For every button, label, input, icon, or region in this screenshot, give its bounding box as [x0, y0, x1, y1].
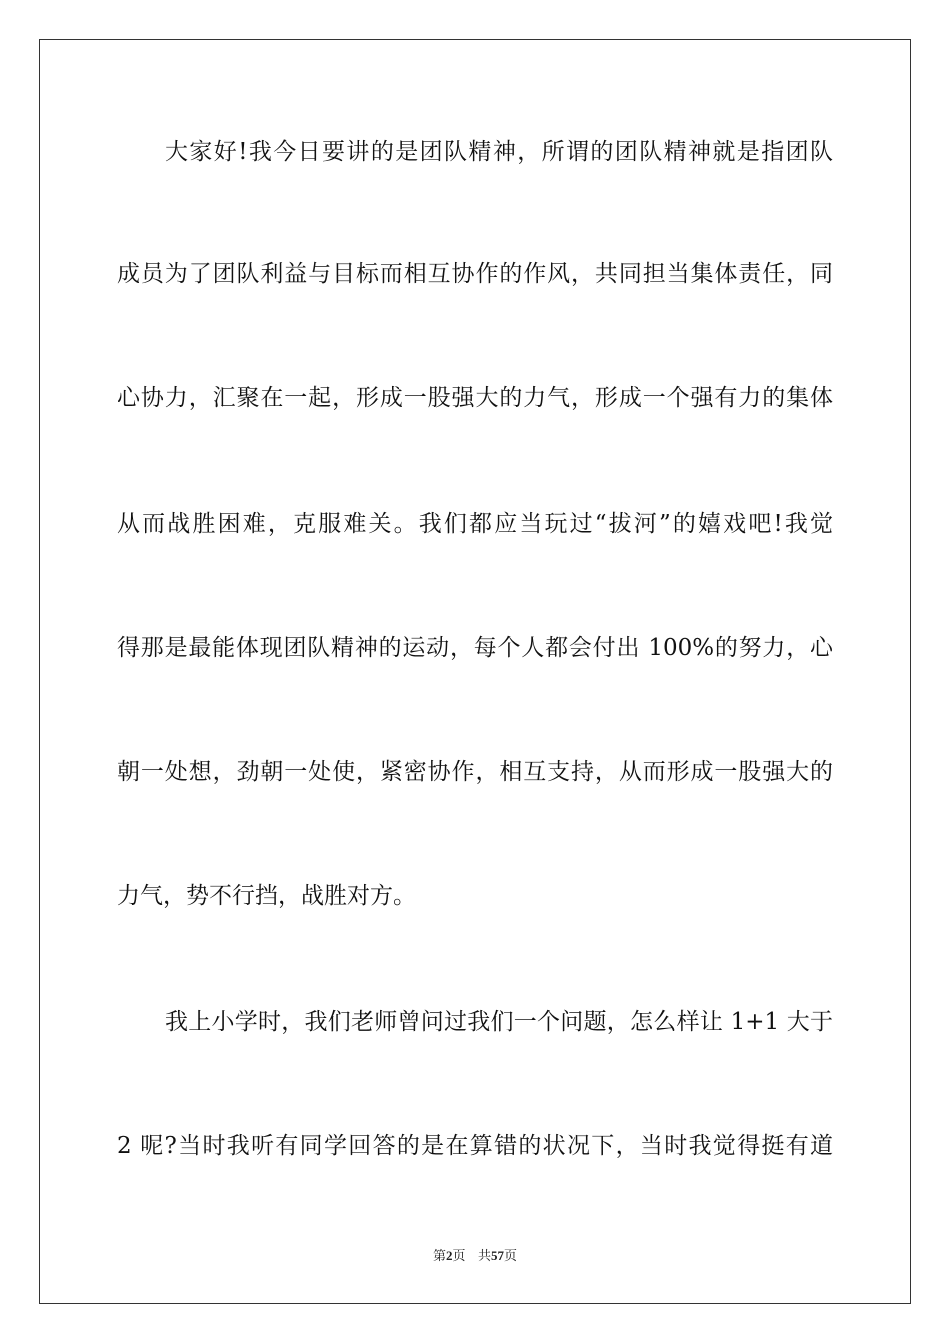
- total-prefix: 共: [477, 1249, 491, 1264]
- paragraph-2-line-1: 我上小学时，我们老师曾问过我们一个问题，怎么样让 1+1 大于: [165, 1009, 833, 1035]
- paragraph-1-line-2: 成员为了团队利益与目标而相互协作的作风，共同担当集体责任，同: [117, 261, 833, 287]
- page-suffix: 页: [452, 1249, 466, 1264]
- total-suffix: 页: [503, 1249, 517, 1264]
- page-border: [39, 39, 911, 1304]
- paragraph-1-line-1: 大家好!我今日要讲的是团队精神，所谓的团队精神就是指团队: [165, 139, 833, 165]
- total-pages: 57: [490, 1248, 504, 1263]
- page-footer: [0, 1245, 950, 1264]
- paragraph-1-line-5: 得那是最能体现团队精神的运动，每个人都会付出 100%的努力，心: [117, 635, 833, 661]
- paragraph-1-line-7: 力气，势不行挡，战胜对方。: [117, 883, 416, 909]
- page-prefix: 第: [433, 1249, 447, 1264]
- page-number: 2: [446, 1248, 453, 1263]
- paragraph-1-line-6: 朝一处想，劲朝一处使，紧密协作，相互支持，从而形成一股强大的: [117, 759, 833, 785]
- paragraph-1-line-4: 从而战胜困难，克服难关。我们都应当玩过“拔河”的嬉戏吧!我觉: [117, 511, 833, 537]
- paragraph-1-line-3: 心协力，汇聚在一起，形成一股强大的力气，形成一个强有力的集体: [117, 385, 833, 411]
- paragraph-2-line-2: 2 呢?当时我听有同学回答的是在算错的状况下，当时我觉得挺有道: [117, 1133, 833, 1159]
